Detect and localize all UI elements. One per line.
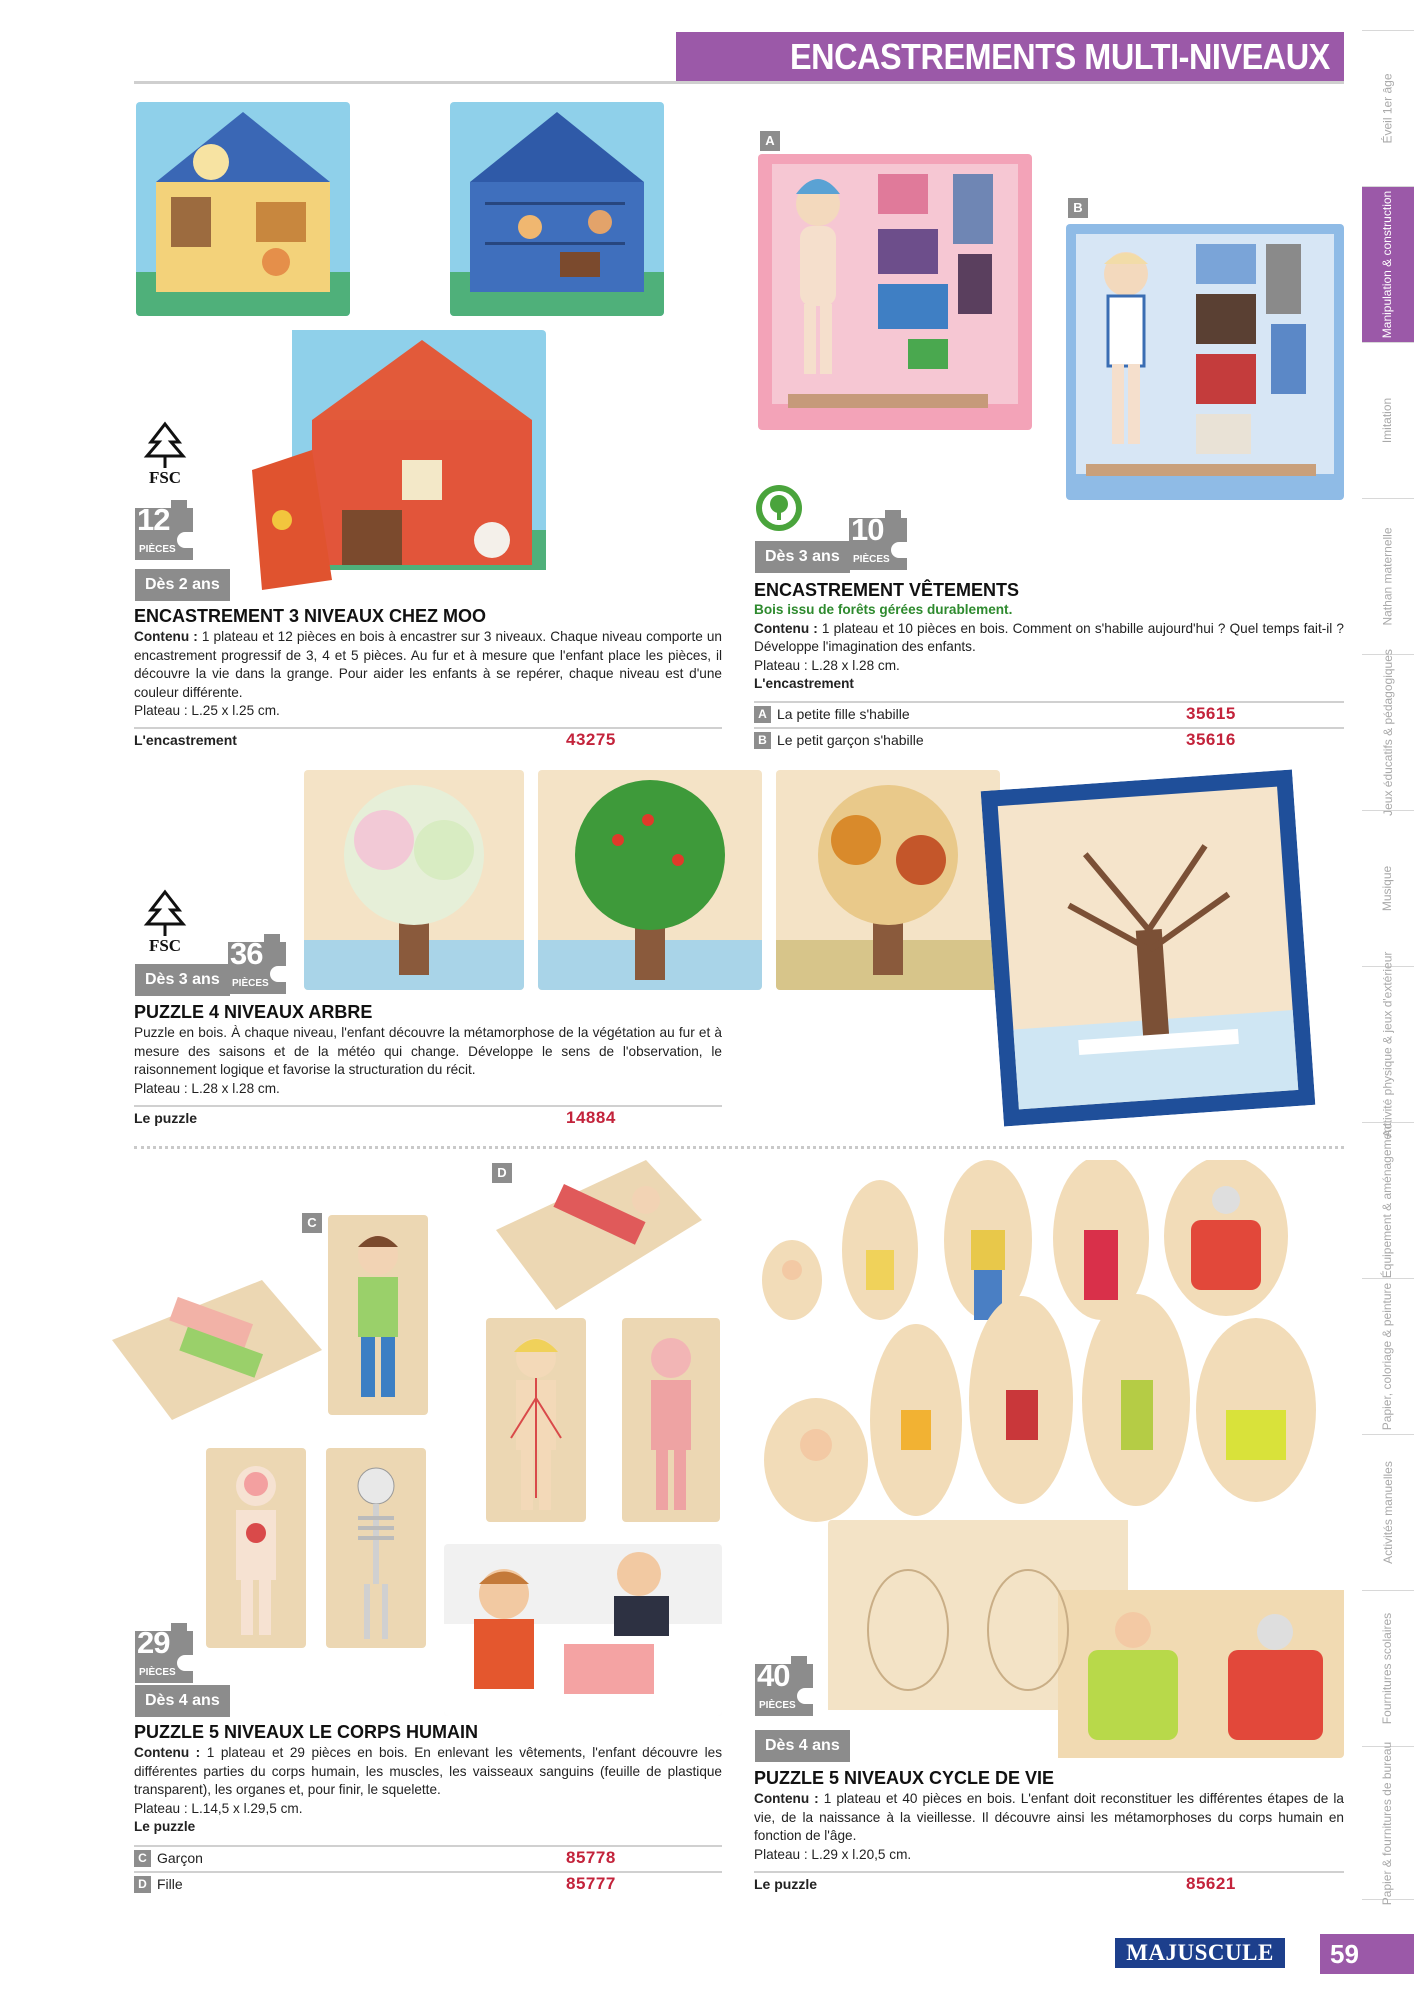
product-description: Contenu : 1 plateau et 29 pièces en bois. En enlevant les vêtements, l'enfant découvre les différentes parties du corps humain, les muscles, les vaisseaux sanguins (feuille de plastique transparent), les organes et, pour finir, le squelette. Plateau : L.14,5 x l.29,5 cm. Le puzzle	[134, 1745, 722, 1835]
product-reference: 85778	[566, 1848, 616, 1867]
pieces-count-badge: 12 PIÈCES	[135, 500, 197, 564]
product-reference: 14884	[566, 1108, 616, 1127]
product-reference: 85777	[566, 1874, 616, 1893]
tree-summer-image	[538, 770, 762, 990]
tab-imitation[interactable]: Imitation	[1362, 342, 1414, 498]
age-badge: Dès 2 ans	[135, 569, 230, 601]
age-badge: Dès 4 ans	[755, 1730, 850, 1762]
product-title: ENCASTREMENT VÊTEMENTS	[754, 580, 1020, 600]
body-puzzle-muscles-image	[622, 1318, 720, 1522]
product-row-d[interactable]: D Fille 85777	[134, 1871, 722, 1895]
tree-spring-image	[304, 770, 524, 990]
pieces-count-badge: 40 PIÈCES	[755, 1656, 817, 1720]
product-reference: 35616	[1186, 730, 1236, 749]
variant-tag-d: D	[492, 1163, 512, 1183]
pieces-count-badge: 10 PIÈCES	[849, 510, 911, 574]
age-badge: Dès 3 ans	[135, 964, 230, 996]
moo-puzzle-level1-image	[136, 102, 350, 316]
product-description: Contenu : 1 plateau et 40 pièces en bois. L'enfant doit reconstituer les différentes étapes de la vie, de la naissance à la vieillesse. Il découvre ainsi les métamorphoses du corps humain en fonction de l'âge. Plateau : L.29 x l.20,5 cm.	[754, 1791, 1344, 1862]
fsc-tree-icon	[135, 420, 195, 470]
tree-winter-puzzle-image	[981, 770, 1316, 1127]
section-divider	[134, 1146, 1344, 1149]
tab-nathan[interactable]: Nathan maternelle	[1362, 498, 1414, 654]
body-puzzle-layers-girl-image	[496, 1160, 702, 1310]
product-title: PUZZLE 4 NIVEAUX ARBRE	[134, 1002, 373, 1022]
product-description: Contenu : 1 plateau et 12 pièces en bois à encastrer sur 3 niveaux. Chaque niveau comporte un encastrement progressif de 3, 4 et 5 pièces. Au fur et à mesure que l'enfant place les pièces, il découvre la vie dans la grange. Pour aider les enfants à se repérer, chaque niveau est d'une couleur différente. Plateau : L.25 x l.25 cm.	[134, 629, 722, 719]
tab-manipulation[interactable]: Manipulation & construction	[1362, 186, 1414, 342]
tree-autumn-image	[776, 770, 1000, 990]
product-reference: 35615	[1186, 704, 1236, 723]
product-row[interactable]: Le puzzle 85621	[754, 1871, 1344, 1895]
age-badge: Dès 4 ans	[135, 1685, 230, 1717]
product-row-a[interactable]: A La petite fille s'habille 35615	[754, 701, 1344, 725]
moo-puzzle-level2-image	[450, 102, 664, 316]
product-row[interactable]: L'encastrement 43275	[134, 727, 722, 751]
product-description: Puzzle en bois. À chaque niveau, l'enfant découvre la métamorphose de la végétation au fur et à mesure des saisons et de la météo qui change. Développe le sens de l'observation, le raisonnement logique et favorise la structuration du récit. Plateau : L.28 x l.28 cm.	[134, 1025, 722, 1096]
life-cycle-pieces-image	[756, 1160, 1342, 1546]
tab-papier-coloriage[interactable]: Papier, coloriage & peinture	[1362, 1278, 1414, 1434]
product-row-b[interactable]: B Le petit garçon s'habille 35616	[754, 727, 1344, 751]
variant-tag-b: B	[1068, 198, 1088, 218]
body-puzzle-veins-image	[486, 1318, 586, 1522]
product-description: Bois issu de forêts gérées durablement. Contenu : 1 plateau et 10 pièces en bois. Comment on s'habille aujourd'hui ? Quel temps fait-il ? Développe l'imagination des enfants. Plateau : L.28 x l.28 cm. L'encastrement	[754, 602, 1344, 692]
fsc-tree-icon	[135, 888, 195, 938]
eco-tree-icon	[755, 484, 803, 532]
body-puzzle-layers-boy-image	[112, 1270, 322, 1430]
tab-activites-manuelles[interactable]: Activités manuelles	[1362, 1434, 1414, 1590]
pieces-count-badge: 29 PIÈCES	[135, 1623, 197, 1687]
page-number: 59	[1320, 1934, 1414, 1974]
tab-papier-bureau[interactable]: Papier & fournitures de bureau	[1362, 1746, 1414, 1900]
variant-tag-a: A	[760, 131, 780, 151]
life-cycle-board-image	[828, 1520, 1344, 1758]
variant-tag-c: C	[302, 1213, 322, 1233]
product-row[interactable]: Le puzzle 14884	[134, 1105, 722, 1129]
children-playing-photo	[444, 1544, 722, 1716]
girl-dressing-puzzle-image	[758, 154, 1032, 430]
product-row-c[interactable]: C Garçon 85778	[134, 1845, 722, 1869]
product-title: ENCASTREMENT 3 NIVEAUX CHEZ MOO	[134, 606, 487, 626]
tab-musique[interactable]: Musique	[1362, 810, 1414, 966]
tab-eveil[interactable]: Éveil 1er âge	[1362, 30, 1414, 186]
fsc-logo: FSC	[135, 888, 195, 958]
body-puzzle-boy-image	[328, 1215, 428, 1415]
pieces-count-badge: 36 PIÈCES	[228, 934, 290, 998]
header-divider	[134, 81, 1344, 84]
product-reference: 43275	[566, 730, 616, 749]
tab-equipement[interactable]: Équipement & aménagement	[1362, 1122, 1414, 1278]
section-header	[676, 32, 1344, 82]
fsc-logo: FSC	[135, 420, 195, 490]
moo-puzzle-level3-image	[252, 330, 546, 590]
age-badge: Dès 3 ans	[755, 541, 850, 573]
category-tabs	[1362, 30, 1414, 1905]
product-title: PUZZLE 5 NIVEAUX LE CORPS HUMAIN	[134, 1722, 479, 1742]
body-puzzle-skeleton-image	[326, 1448, 426, 1648]
page-title: ENCASTREMENTS MULTI-NIVEAUX	[790, 36, 1330, 77]
tab-jeux-educatifs[interactable]: Jeux éducatifs & pédagogiques	[1362, 654, 1414, 810]
product-reference: 85621	[1186, 1874, 1236, 1893]
product-title: PUZZLE 5 NIVEAUX CYCLE DE VIE	[754, 1768, 1055, 1788]
boy-dressing-puzzle-image	[1066, 224, 1344, 500]
tab-fournitures-scolaires[interactable]: Fournitures scolaires	[1362, 1590, 1414, 1746]
body-puzzle-organs-image	[206, 1448, 306, 1648]
brand-logo: MAJUSCULE	[1115, 1938, 1285, 1968]
eco-note: Bois issu de forêts gérées durablement.	[754, 602, 1013, 617]
tab-activite-physique[interactable]: Activité physique & jeux d'extérieur	[1362, 966, 1414, 1122]
